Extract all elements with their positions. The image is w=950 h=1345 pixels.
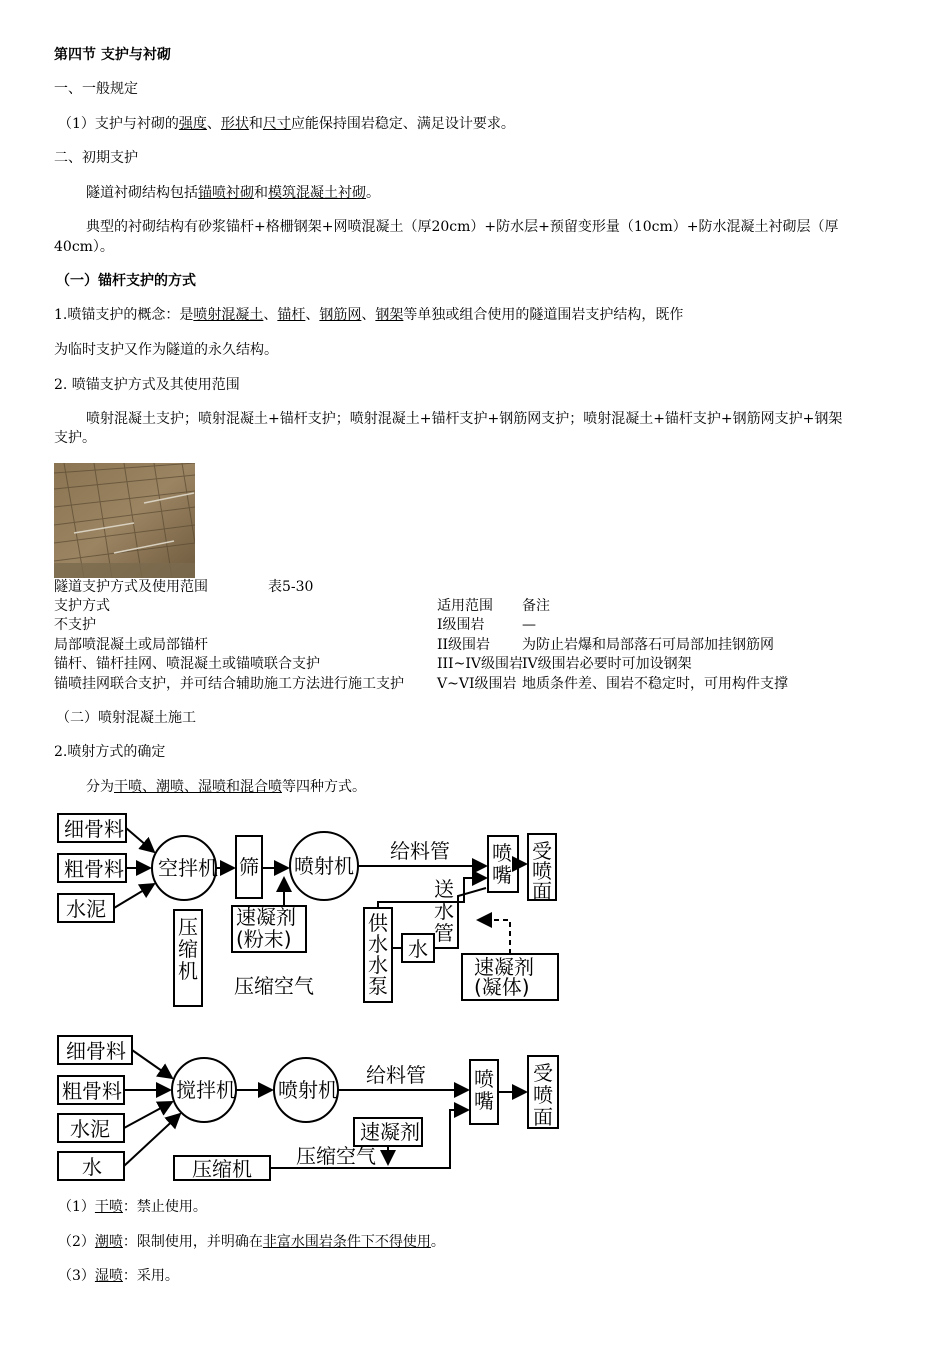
table-row-1-range: I级围岩 <box>437 617 485 633</box>
sieve-label: 筛 <box>239 855 259 879</box>
wet-mixer-label: 搅拌机 <box>176 1078 236 1102</box>
water-pipe-label-2: 水 <box>434 899 454 923</box>
fine-aggregate-label: 细骨料 <box>64 817 124 841</box>
wet-fine-aggregate-label: 细骨料 <box>66 1039 126 1063</box>
table-header-method: 支护方式 <box>54 598 110 614</box>
table-row-4-method: 锚喷挂网联合支护，并可结合辅助施工方法进行施工支护 <box>54 676 404 692</box>
list-item-wet-spray: （3）湿喷：采用。 <box>58 1268 179 1284</box>
wet-accelerator-label: 速凝剂 <box>360 1120 420 1144</box>
paragraph-lining-types: 隧道衬砌结构包括锚喷衬砌和模筑混凝土衬砌。 <box>86 185 380 201</box>
table-row-1-method: 不支护 <box>54 617 96 633</box>
compressor-label-3: 机 <box>178 959 198 983</box>
heading-anchor-support: （一）锚杆支护的方式 <box>56 273 196 289</box>
pump-label-3: 水 <box>368 953 388 977</box>
paragraph-general-rule: （1）支护与衬砌的强度、形状和尺寸应能保持围岩稳定、满足设计要求。 <box>58 116 515 132</box>
wet-feed-pipe-label: 给料管 <box>366 1063 426 1087</box>
accel-powder-label-1: 速凝剂 <box>236 905 296 929</box>
table-row-3-method: 锚杆、锚杆挂网、喷混凝土或锚喷联合支护 <box>54 656 320 672</box>
wet-spray-diagram <box>54 1030 559 1182</box>
table-row-2-range: II级围岩 <box>437 637 491 653</box>
water-pipe-label-3: 管 <box>434 921 454 945</box>
rock-slope-photo <box>54 463 195 578</box>
table-row-4-note: 地质条件差、围岩不稳定时，可用构件支撑 <box>522 676 788 692</box>
wet-surface-label-2: 喷 <box>533 1083 553 1107</box>
table-caption: 隧道支护方式及使用范围 <box>54 579 208 595</box>
wet-surface-label-3: 面 <box>533 1105 553 1129</box>
paragraph-temporary-permanent: 为临时支护又作为隧道的永久结构。 <box>54 342 278 358</box>
feed-pipe-label: 给料管 <box>390 839 450 863</box>
accel-powder-label-2: (粉末) <box>236 927 292 951</box>
cement-label: 水泥 <box>66 897 106 921</box>
compressor-label-1: 压 <box>178 915 198 939</box>
wet-surface-label-1: 受 <box>533 1061 553 1085</box>
wet-coarse-aggregate-label: 粗骨料 <box>62 1079 122 1103</box>
table-row-2-method: 局部喷混凝土或局部锚杆 <box>54 637 208 653</box>
heading-initial-support: 二、初期支护 <box>54 150 138 166</box>
wet-compressed-air-label: 压缩空气 <box>296 1144 376 1168</box>
table-row-4-range: V~VI级围岩 <box>437 676 517 692</box>
accel-liquid-label-1: 速凝剂 <box>474 955 534 979</box>
wet-water-label: 水 <box>82 1155 102 1179</box>
wet-cement-label: 水泥 <box>70 1117 110 1141</box>
table-row-3-note: IV级围岩必要时可加设钢架 <box>522 656 692 672</box>
list-item-semi-wet-spray: （2）潮喷：限制使用，并明确在非富水围岩条件下不得使用。 <box>58 1234 445 1250</box>
wet-compressor-label: 压缩机 <box>192 1157 252 1181</box>
paragraph-support-methods-title: 2. 喷锚支护方式及其使用范围 <box>54 377 240 393</box>
table-row-2-note: 为防止岩爆和局部落石可局部加挂钢筋网 <box>522 637 774 653</box>
heading-general: 一、一般规定 <box>54 81 138 97</box>
dry-mixer-label: 空拌机 <box>158 856 218 880</box>
table-header-range: 适用范围 <box>437 598 493 614</box>
pump-label-1: 供 <box>368 911 388 935</box>
pump-label-4: 泵 <box>368 974 388 998</box>
nozzle-label-2: 嘴 <box>492 863 512 887</box>
water-label: 水 <box>408 937 428 961</box>
compressed-air-label: 压缩空气 <box>234 974 314 998</box>
table-row-1-note: — <box>522 617 536 633</box>
table-row-3-range: III~IV级围岩 <box>437 656 523 672</box>
wet-sprayer-label: 喷射机 <box>278 1078 338 1102</box>
table-number: 表5-30 <box>268 579 314 595</box>
surface-label-3: 面 <box>532 879 552 903</box>
coarse-aggregate-label: 粗骨料 <box>64 857 124 881</box>
nozzle-label-1: 喷 <box>492 841 512 865</box>
surface-label-1: 受 <box>532 839 552 863</box>
paragraph-typical-lining-line1: 典型的衬砌结构有砂浆锚杆+格栅钢架+网喷混凝土（厚20cm）+防水层+预留变形量（10cm）+防水混凝土衬砌层（厚 <box>86 219 839 235</box>
paragraph-support-methods-line2: 支护。 <box>54 430 96 446</box>
section-title: 第四节 支护与衬砌 <box>54 47 171 63</box>
paragraph-support-methods-line1: 喷射混凝土支护；喷射混凝土+锚杆支护；喷射混凝土+锚杆支护+钢筋网支护；喷射混凝土+锚杆支护+钢筋网支护+钢架 <box>86 411 843 427</box>
pump-label-2: 水 <box>368 932 388 956</box>
list-item-dry-spray: （1）干喷：禁止使用。 <box>58 1199 207 1215</box>
wet-nozzle-label-2: 嘴 <box>474 1089 494 1113</box>
paragraph-typical-lining-line2: 40cm）。 <box>54 239 114 255</box>
paragraph-shotcrete-concept: 1.喷锚支护的概念：是喷射混凝土、锚杆、钢筋网、钢架等单独或组合使用的隧道围岩支护结构，既作 <box>54 307 684 323</box>
sprayer-label: 喷射机 <box>294 854 354 878</box>
wet-nozzle-label-1: 喷 <box>474 1067 494 1091</box>
paragraph-spray-method-title: 2.喷射方式的确定 <box>54 744 166 760</box>
table-header-note: 备注 <box>522 598 550 614</box>
accel-liquid-label-2: (凝体) <box>474 975 530 999</box>
dry-spray-diagram <box>54 808 559 1008</box>
water-pipe-label-1: 送 <box>434 877 454 901</box>
paragraph-spray-methods: 分为干喷、潮喷、湿喷和混合喷等四种方式。 <box>86 779 366 795</box>
surface-label-2: 喷 <box>532 859 552 883</box>
compressor-label-2: 缩 <box>178 937 198 961</box>
heading-shotcrete-construction: （二）喷射混凝土施工 <box>56 710 196 726</box>
